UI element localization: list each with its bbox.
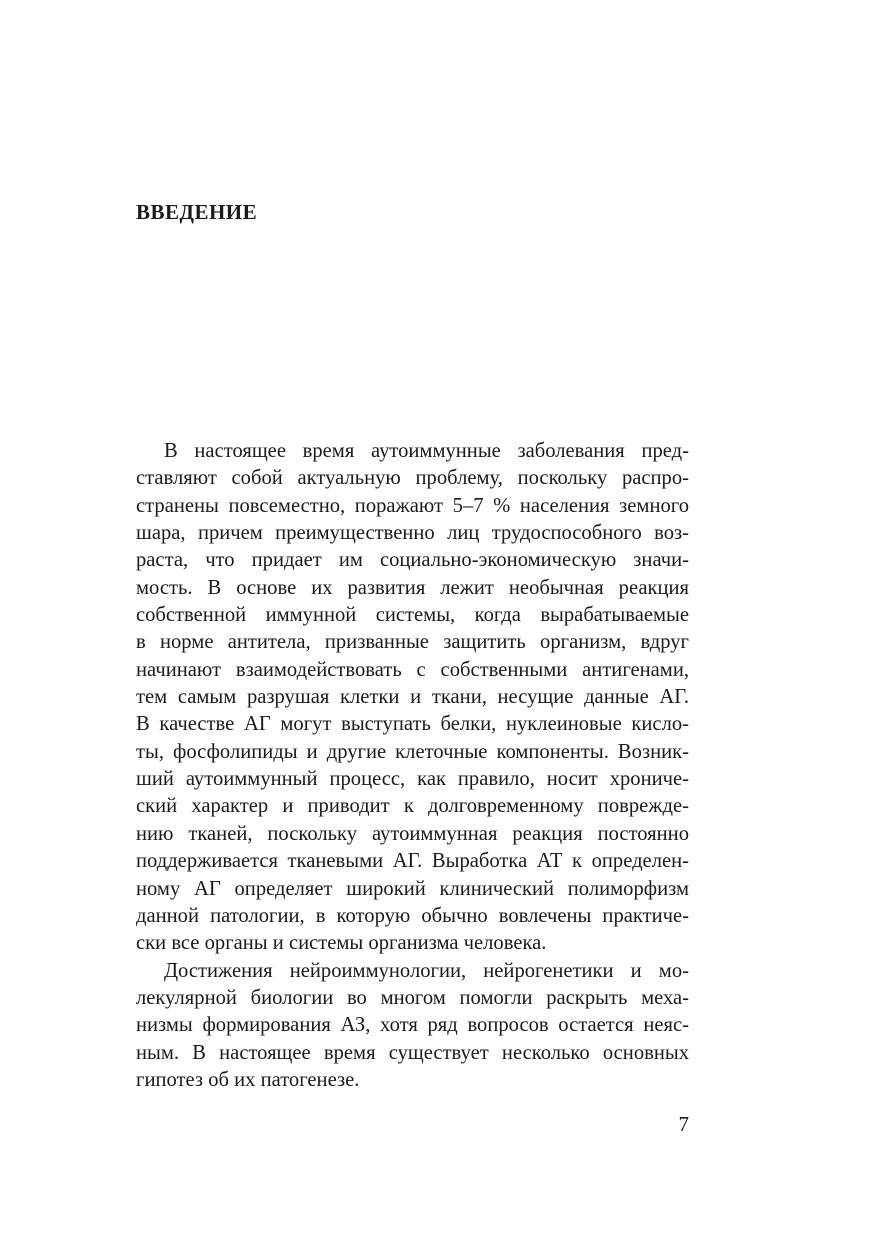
text-line: поддерживается тканевыми АГ. Выработка АТ к определен- [136,850,689,873]
text-line: ным. В настоящее время существует несколько основных [136,1041,689,1064]
text-line: ты, фосфолипиды и другие клеточные компоненты. Возник- [136,740,689,763]
text-line: ский характер и приводит к долговременному поврежде- [136,795,689,818]
text-line: ному АГ определяет широкий клинический полиморфизм [136,877,689,900]
text-line: в норме антитела, призванные защитить организм, вдруг [136,631,689,654]
text-line: нию тканей, поскольку аутоиммунная реакция постоянно [136,822,689,845]
text-line: раста, что придает им социально-экономическую значи- [136,549,689,572]
text-line: лекулярной биологии во многом помогли раскрыть меха- [136,986,689,1009]
paragraph [136,438,689,958]
text-line: ски все органы и системы организма человека. [136,932,547,955]
text-line: ставляют собой актуальную проблему, поскольку распро- [136,467,689,490]
text-line: собственной иммунной системы, когда вырабатываемые [136,604,689,627]
text-line: мость. В основе их развития лежит необычная реакция [136,576,689,599]
text-line: тем самым разрушая клетки и ткани, несущие данные АГ. [136,686,689,709]
text-line: странены повсеместно, поражают 5–7 % населения земного [136,494,689,517]
text-line: Достижения нейроиммунологии, нейрогенетики и мо- [164,959,689,982]
text-line: В качестве АГ могут выступать белки, нуклеиновые кисло- [136,713,689,736]
text-line: гипотез об их патогенезе. [136,1068,360,1091]
text-line: В настоящее время аутоиммунные заболевания пред- [164,440,689,462]
text-line: шара, причем преимущественно лиц трудоспособного воз- [136,522,689,545]
page-title: ВВЕДЕНИЕ [136,200,258,224]
page-number: 7 [678,1112,689,1136]
text-line: низмы формирования АЗ, хотя ряд вопросов остается неяс- [136,1014,689,1037]
paragraph [136,958,689,1095]
text-line: данной патологии, в которую обычно вовлечены практиче- [136,904,689,927]
body-text [136,438,689,1094]
text-line: начинают взаимодействовать с собственными антигенами, [136,658,689,681]
text-line: ший аутоиммунный процесс, как правило, носит хрониче- [136,768,689,791]
